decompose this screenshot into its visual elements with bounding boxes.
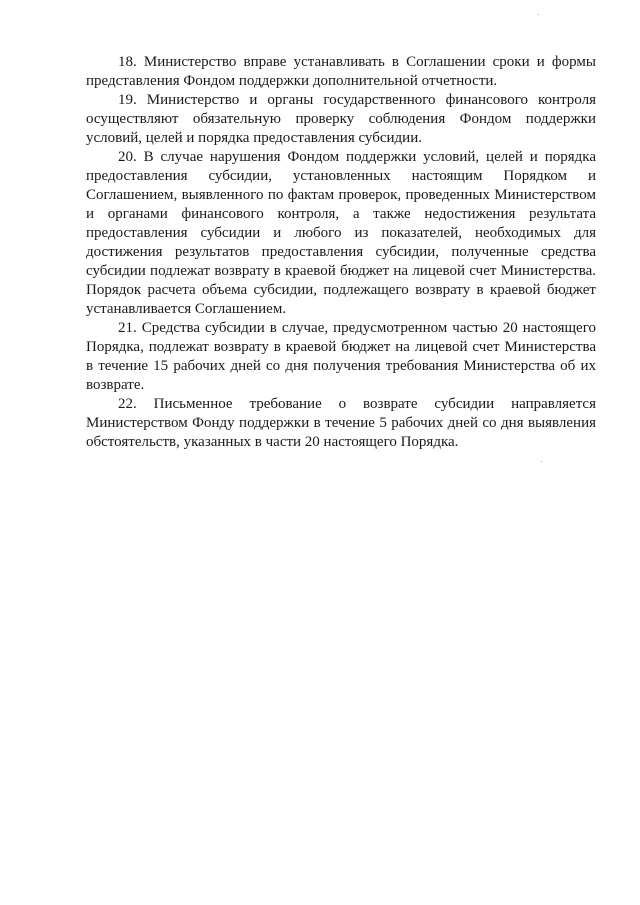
paragraph-21: 21. Средства субсидии в случае, предусмотренном частью 20 настоящего Порядка, подлежат возврату в краевой бюджет на лицевой счет Министерства в течение 15 рабочих дней со дня получения требования Министерства об их возврате. bbox=[86, 320, 596, 393]
scan-speck bbox=[541, 461, 542, 462]
paragraph-19: 19. Министерство и органы государственного финансового контроля осуществляют обязательную проверку соблюдения Фондом поддержки условий, целей и порядка предоставления субсидии. bbox=[86, 92, 596, 146]
scan-speck bbox=[538, 14, 539, 15]
paragraph-18: 18. Министерство вправе устанавливать в Соглашении сроки и формы представления Фондом поддержки дополнительной отчетности. bbox=[86, 54, 596, 89]
document-body bbox=[86, 53, 596, 452]
paragraph-20: 20. В случае нарушения Фондом поддержки условий, целей и порядка предоставления субсидии, установленных настоящим Порядком и Соглашением, выявленного по фактам проверок, проведенных Министерством и органами финансового контроля, а также недостижения результата предоставления субсидии и любого из показателей, необходимых для достижения результатов предоставления субсидии, полученные средства субсидии подлежат возврату в краевой бюджет на лицевой счет Министерства. Порядок расчета объема субсидии, подлежащего возврату в краевой бюджет устанавливается Соглашением. bbox=[86, 149, 596, 317]
paragraph-22: 22. Письменное требование о возврате субсидии направляется Министерством Фонду поддержки в течение 5 рабочих дней со дня выявления обстоятельств, указанных в части 20 настоящего Порядка. bbox=[86, 396, 596, 450]
